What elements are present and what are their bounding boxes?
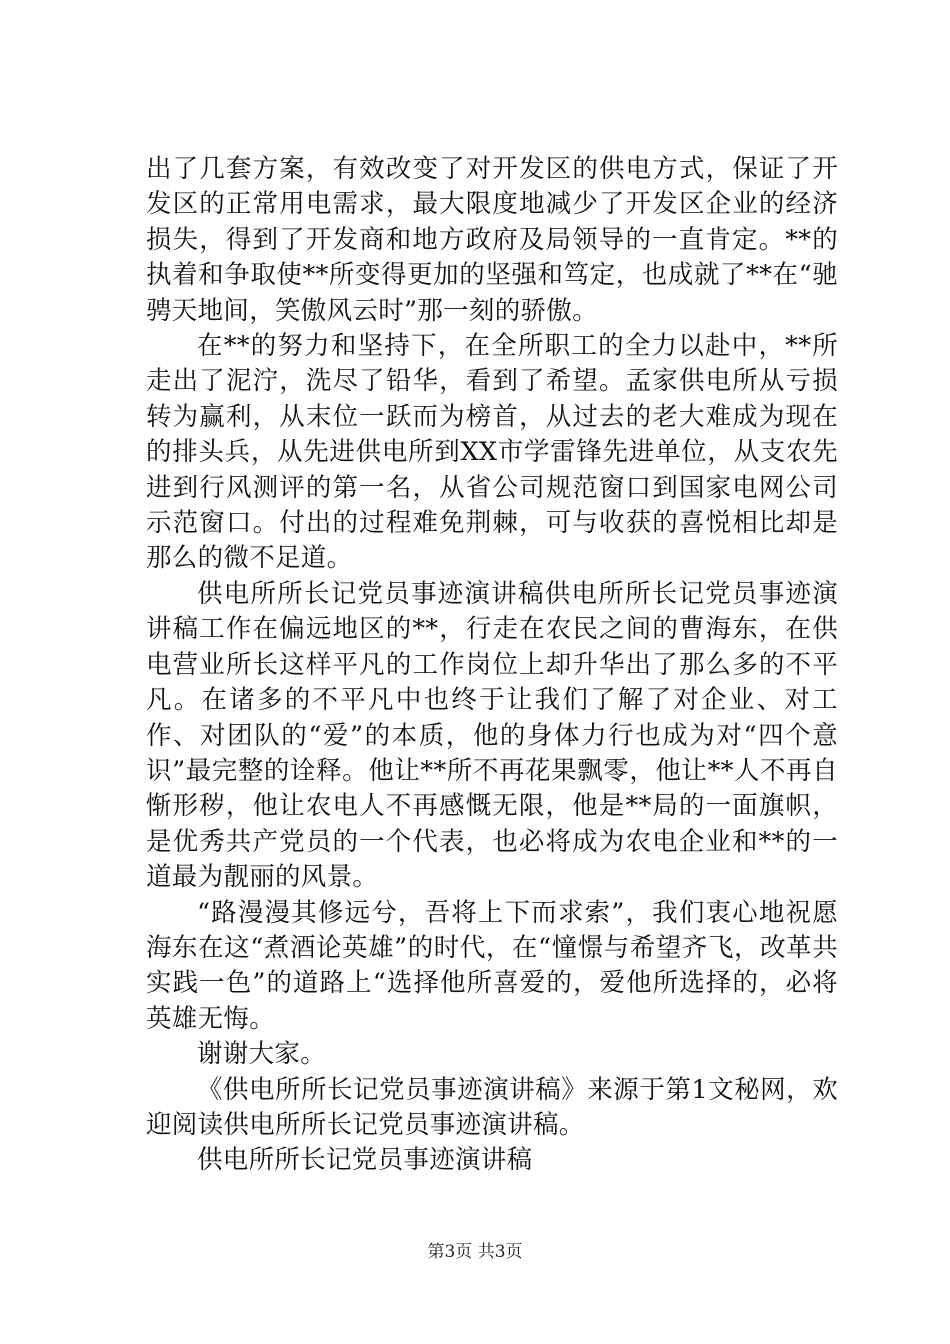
page-number: 第3页 共3页 xyxy=(427,1242,523,1262)
paragraph-source: 《供电所所长记党员事迹演讲稿》来源于第1文秘网，欢迎阅读供电所所长记党员事迹演讲稿。 xyxy=(146,1074,838,1140)
paragraph-thanks: 谢谢大家。 xyxy=(197,1039,327,1070)
document-body xyxy=(146,152,838,1179)
paragraph-achievements: 在**的努力和坚持下，在全所职工的全力以赴中，**所走出了泥泞，洗尽了铅华，看到了希望。孟家供电所从亏损转为赢利，从末位一跃而为榜首，从过去的老大难成为现在的排头兵，从先进供电所到XX市学雷锋先进单位，从支农先进到行风测评的第一名，从省公司规范窗口到国家电网公司示范窗口。付出的过程难免荆棘，可与收获的喜悦相比却是那么的微不足道。 xyxy=(146,331,838,574)
paragraph-title-repeat: 供电所所长记党员事迹演讲稿 xyxy=(197,1145,533,1176)
paragraph-summary: 供电所所长记党员事迹演讲稿供电所所长记党员事迹演讲稿工作在偏远地区的**，行走在农民之间的曹海东，在供电营业所长这样平凡的工作岗位上却升华出了那么多的不平凡。在诸多的不平凡中也终于让我们了解了对企业、对工作、对团队的“爱”的本质，他的身体力行也成为对“四个意识”最完整的诠释。他让**所不再花果飘零，他让**人不再自惭形秽，他让农电人不再感慨无限，他是**局的一面旗帜，是优秀共产党员的一个代表，也必将成为农电企业和**的一道最为靓丽的风景。 xyxy=(146,578,838,893)
paragraph-continuation: 出了几套方案，有效改变了对开发区的供电方式，保证了开发区的正常用电需求，最大限度地减少了开发区企业的经济损失，得到了开发商和地方政府及局领导的一直肯定。**的执着和争取使**所变得更加的坚强和笃定，也成就了**在“驰骋天地间，笑傲风云时”那一刻的骄傲。 xyxy=(146,154,838,326)
paragraph-wishes: “路漫漫其修远兮，吾将上下而求索”，我们衷心地祝愿海东在这“煮酒论英雄”的时代，在“憧憬与希望齐飞，改革共实践一色”的道路上“选择他所喜爱的，爱他所选择的，必将英雄无悔。 xyxy=(146,897,838,1034)
